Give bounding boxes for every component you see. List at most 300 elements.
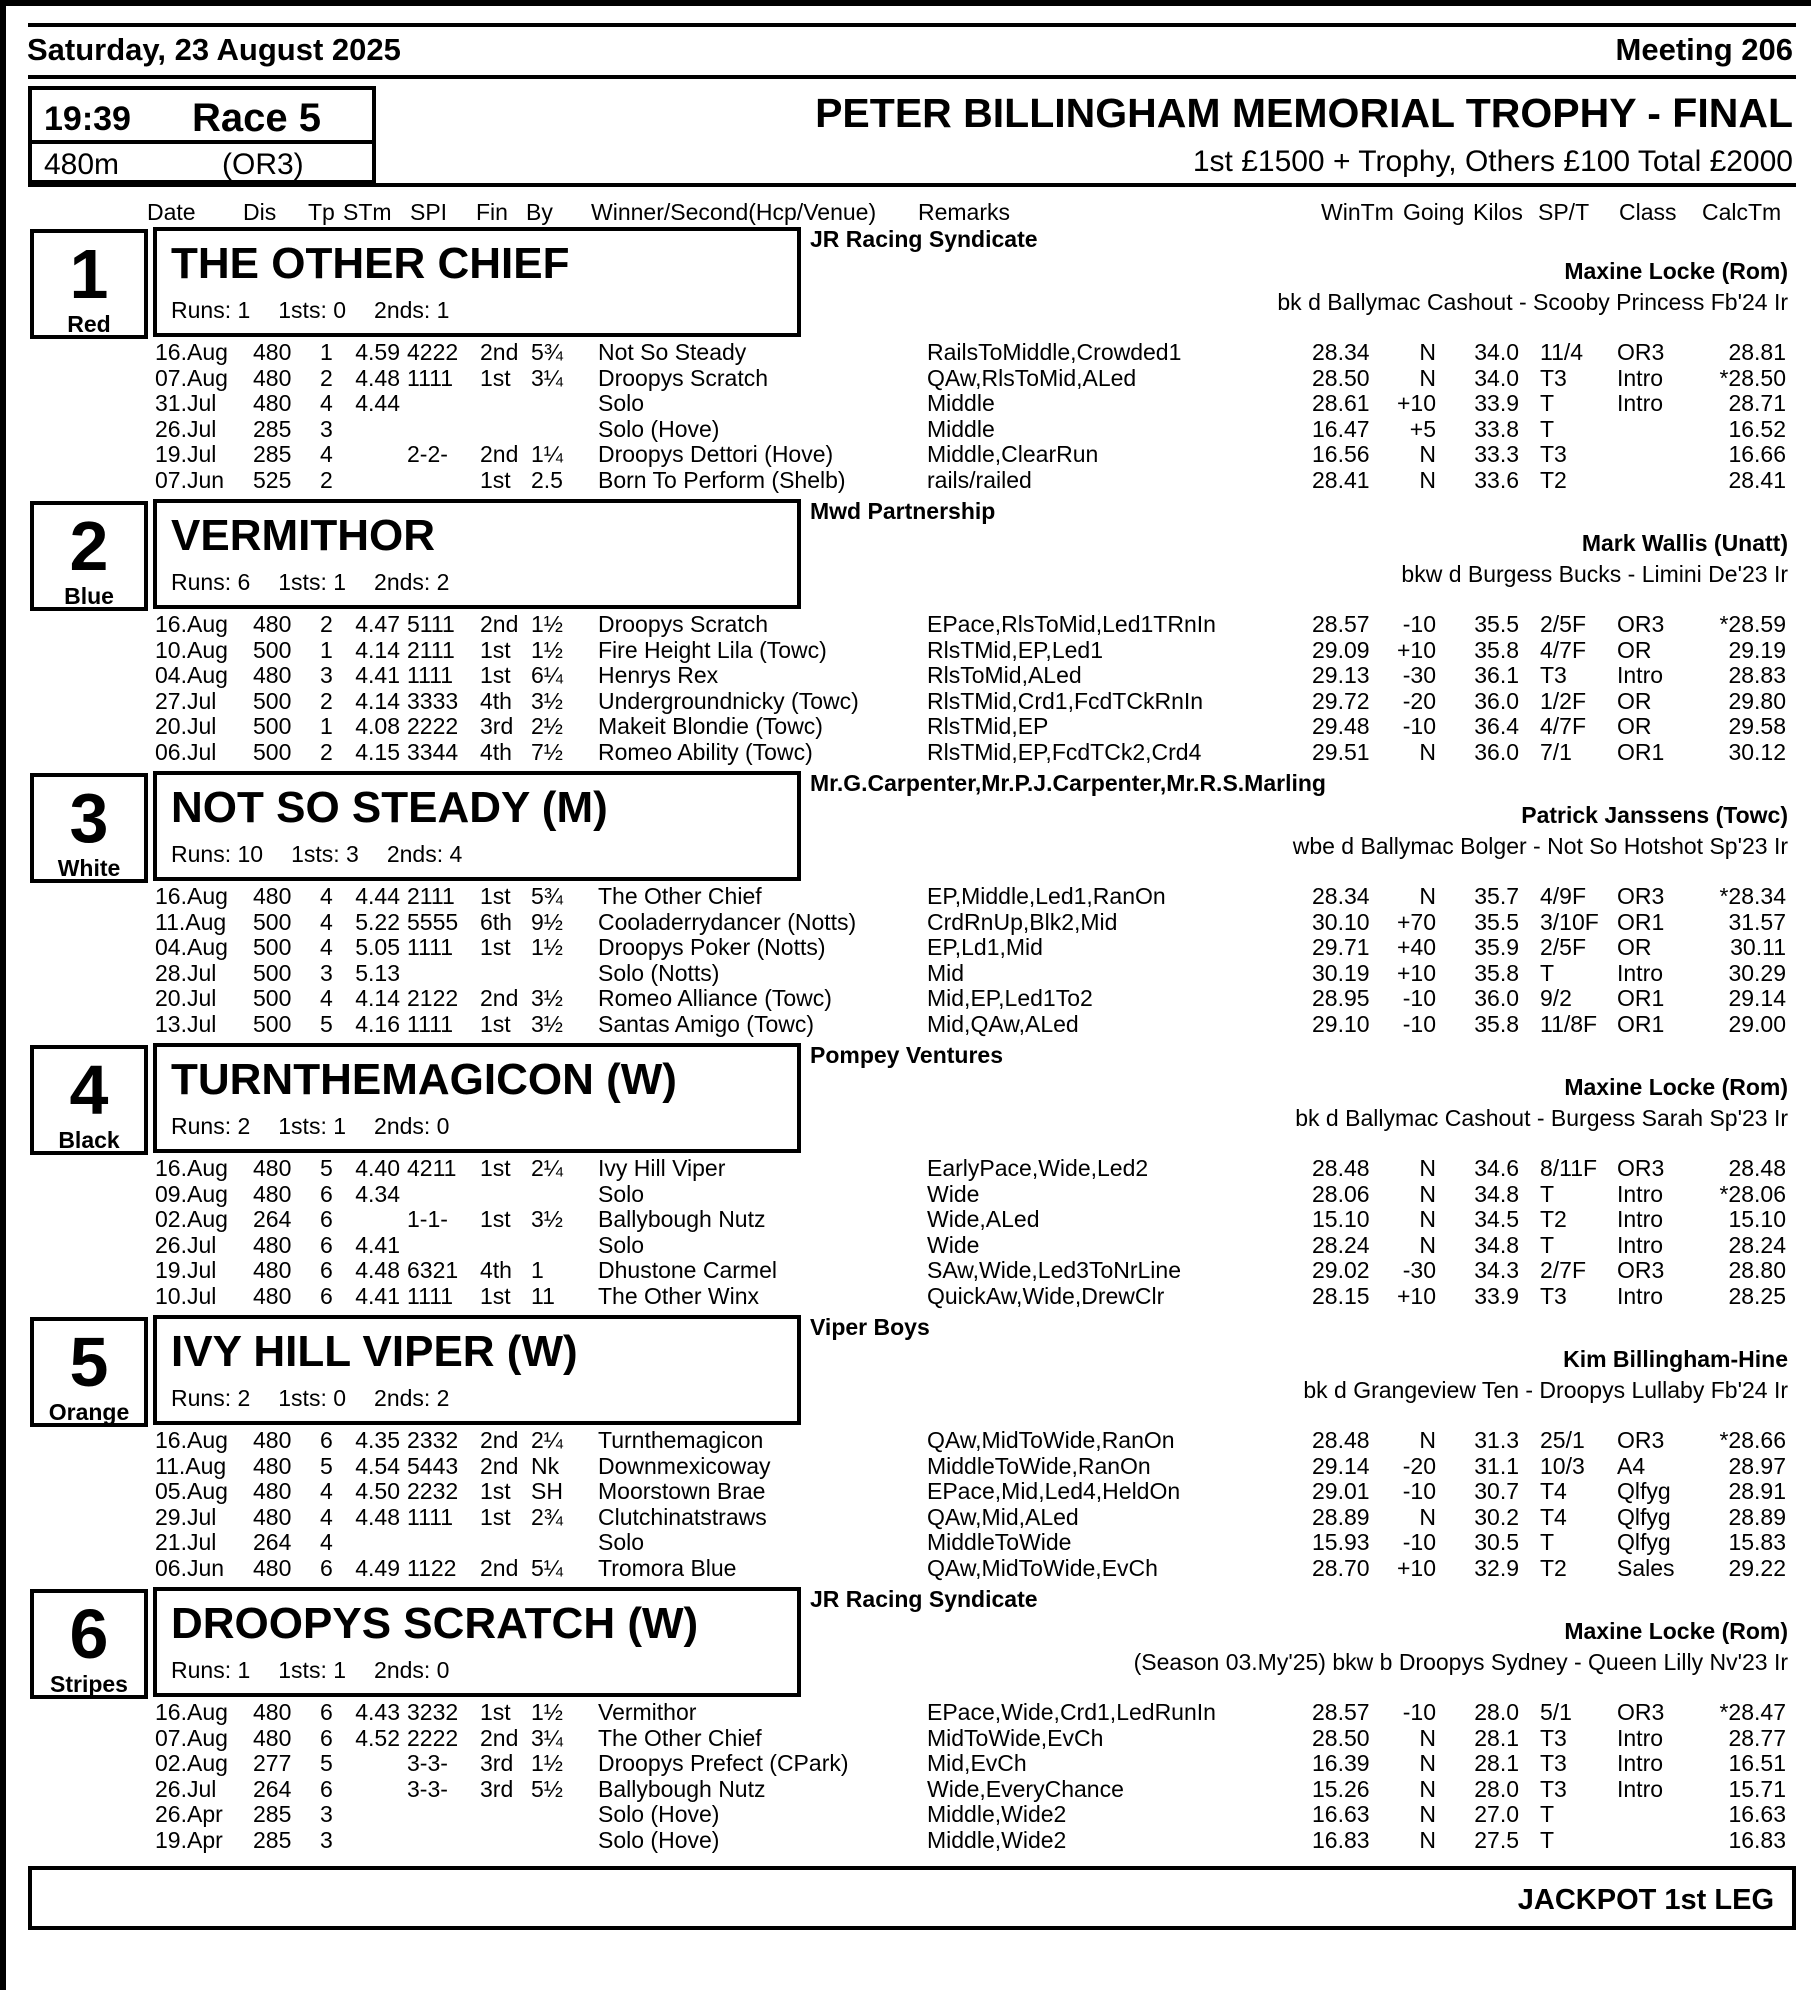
form-winner: Born To Perform (Shelb) bbox=[598, 467, 846, 493]
form-tp: 3 bbox=[320, 1827, 333, 1853]
trap-number: 5 bbox=[69, 1323, 109, 1401]
form-row bbox=[0, 1258, 1811, 1283]
runner-stats bbox=[171, 569, 477, 596]
form-winner: Santas Amigo (Towc) bbox=[598, 1011, 815, 1037]
form-remarks: RlsTMid,Crd1,FcdTCkRnIn bbox=[927, 687, 1204, 714]
form-winner: Solo (Notts) bbox=[598, 959, 720, 986]
form-winner: Undergroundnicky (Towc) bbox=[598, 687, 859, 714]
form-tp: 6 bbox=[320, 1724, 333, 1751]
form-kilos: 28.1 bbox=[1474, 1750, 1519, 1777]
form-date: 19.Jul bbox=[155, 1257, 217, 1284]
form-class: Intro bbox=[1617, 1724, 1664, 1751]
form-remarks: MiddleToWide,RanOn bbox=[927, 1452, 1151, 1479]
form-tp: 6 bbox=[320, 1257, 333, 1284]
form-stm: 4.34 bbox=[355, 1180, 400, 1207]
form-wintm: 29.14 bbox=[1312, 1452, 1370, 1479]
form-winner: Ivy Hill Viper bbox=[598, 1155, 726, 1181]
meeting-number: Meeting 206 bbox=[1615, 32, 1793, 67]
form-spt: 7/1 bbox=[1540, 739, 1572, 765]
form-row bbox=[0, 1207, 1811, 1232]
form-spt: 4/7F bbox=[1540, 636, 1587, 663]
form-spi: 1111 bbox=[407, 1011, 454, 1037]
form-tp: 4 bbox=[320, 1503, 333, 1530]
seconds-count: 2nds: 4 bbox=[386, 841, 463, 867]
form-going: +10 bbox=[1396, 1283, 1436, 1309]
form-kilos: 34.0 bbox=[1474, 364, 1519, 391]
form-fin: 1st bbox=[480, 467, 511, 493]
form-by: 5½ bbox=[531, 1775, 563, 1802]
form-by: 2¼ bbox=[531, 1427, 563, 1453]
form-by: 1 bbox=[531, 1257, 544, 1284]
form-going: -10 bbox=[1402, 611, 1436, 637]
form-calctm: 28.89 bbox=[1728, 1503, 1786, 1530]
form-going: +10 bbox=[1396, 1555, 1436, 1581]
footer-box bbox=[28, 1866, 1796, 1930]
form-kilos: 34.6 bbox=[1474, 1155, 1519, 1181]
runner-stats bbox=[171, 1113, 477, 1140]
firsts-count: 1sts: 0 bbox=[278, 297, 347, 323]
form-by: 3¼ bbox=[531, 364, 563, 391]
runner-name-box bbox=[153, 771, 801, 881]
form-by: 3½ bbox=[531, 985, 563, 1012]
form-wintm: 30.19 bbox=[1312, 959, 1370, 986]
form-kilos: 34.3 bbox=[1474, 1257, 1519, 1284]
form-remarks: MidToWide,EvCh bbox=[927, 1724, 1104, 1751]
owner: JR Racing Syndicate bbox=[810, 226, 1038, 252]
form-by: 2.5 bbox=[531, 467, 563, 493]
trap-number: 1 bbox=[69, 235, 109, 313]
form-spi: 5111 bbox=[407, 611, 455, 637]
form-spt: T bbox=[1540, 1801, 1555, 1828]
form-dis: 500 bbox=[253, 687, 292, 714]
form-stm: 5.13 bbox=[355, 959, 400, 986]
form-row bbox=[0, 391, 1811, 416]
form-remarks: Middle,Wide2 bbox=[927, 1827, 1067, 1853]
form-by: 2½ bbox=[531, 713, 563, 740]
form-tp: 6 bbox=[320, 1775, 333, 1802]
form-going: N bbox=[1419, 339, 1436, 365]
race-grade: (OR3) bbox=[222, 148, 304, 181]
form-tp: 2 bbox=[320, 739, 333, 765]
form-dis: 500 bbox=[253, 1011, 292, 1037]
form-stm: 4.49 bbox=[355, 1555, 400, 1581]
form-going: +10 bbox=[1396, 390, 1436, 417]
form-remarks: MiddleToWide bbox=[927, 1529, 1072, 1556]
form-row bbox=[0, 1454, 1811, 1479]
form-kilos: 34.8 bbox=[1474, 1180, 1519, 1207]
form-spi: 4211 bbox=[407, 1155, 457, 1181]
form-row bbox=[0, 1726, 1811, 1751]
form-by: 3¼ bbox=[531, 1724, 563, 1751]
form-spt: 2/5F bbox=[1540, 934, 1587, 961]
form-by: 5¼ bbox=[531, 1555, 563, 1581]
form-by: 3½ bbox=[531, 1206, 563, 1233]
runner-name: THE OTHER CHIEF bbox=[171, 239, 570, 288]
form-spt: 5/1 bbox=[1540, 1699, 1572, 1725]
form-class: OR3 bbox=[1617, 1257, 1665, 1284]
form-date: 07.Aug bbox=[155, 364, 228, 391]
form-going: N bbox=[1419, 1427, 1436, 1453]
form-calctm: 16.51 bbox=[1728, 1750, 1786, 1777]
form-tp: 6 bbox=[320, 1283, 333, 1309]
form-row bbox=[0, 1700, 1811, 1725]
form-class: OR bbox=[1617, 636, 1652, 663]
form-row bbox=[0, 612, 1811, 637]
form-calctm: 29.19 bbox=[1728, 636, 1786, 663]
form-spi: 2332 bbox=[407, 1427, 459, 1453]
form-row bbox=[0, 1828, 1811, 1853]
form-wintm: 28.15 bbox=[1312, 1283, 1370, 1309]
form-kilos: 32.9 bbox=[1474, 1555, 1519, 1581]
form-dis: 480 bbox=[253, 662, 292, 689]
form-tp: 1 bbox=[320, 339, 333, 365]
trainer: Maxine Locke (Rom) bbox=[1564, 1618, 1788, 1644]
form-tp: 3 bbox=[320, 1801, 333, 1828]
form-spt: 25/1 bbox=[1540, 1427, 1585, 1453]
form-stm: 4.14 bbox=[355, 636, 400, 663]
form-remarks: EPace,Wide,Crd1,LedRunIn bbox=[927, 1699, 1216, 1725]
form-winner: The Other Chief bbox=[598, 1724, 762, 1751]
form-stm: 4.48 bbox=[355, 1503, 400, 1530]
owner: JR Racing Syndicate bbox=[810, 1586, 1038, 1612]
form-spi: 3-3- bbox=[407, 1775, 448, 1802]
form-date: 10.Aug bbox=[155, 636, 228, 663]
form-tp: 6 bbox=[320, 1699, 333, 1725]
form-wintm: 28.34 bbox=[1312, 883, 1370, 909]
form-dis: 500 bbox=[253, 959, 292, 986]
trap-number: 2 bbox=[69, 507, 109, 585]
form-wintm: 28.48 bbox=[1312, 1427, 1370, 1453]
form-remarks: QuickAw,Wide,DrewClr bbox=[927, 1283, 1165, 1309]
form-spt: T bbox=[1540, 959, 1555, 986]
form-tp: 1 bbox=[320, 636, 333, 663]
form-spt: T bbox=[1540, 1827, 1555, 1853]
form-dis: 500 bbox=[253, 908, 292, 935]
form-date: 16.Aug bbox=[155, 1155, 228, 1181]
form-wintm: 29.72 bbox=[1312, 687, 1370, 714]
form-stm: 4.40 bbox=[355, 1155, 400, 1181]
form-date: 28.Jul bbox=[155, 959, 217, 986]
form-row bbox=[0, 663, 1811, 688]
trap-box bbox=[30, 1589, 148, 1699]
form-winner: Downmexicoway bbox=[598, 1452, 771, 1479]
form-remarks: Mid,EvCh bbox=[927, 1750, 1027, 1777]
form-remarks: RlsTMid,EP bbox=[927, 713, 1049, 740]
form-stm: 4.47 bbox=[355, 611, 400, 637]
trap-colour: Orange bbox=[48, 1399, 130, 1425]
form-kilos: 33.3 bbox=[1474, 441, 1519, 468]
form-going: N bbox=[1419, 1180, 1436, 1207]
form-remarks: SAw,Wide,Led3ToNrLine bbox=[927, 1257, 1181, 1284]
form-row bbox=[0, 1284, 1811, 1309]
form-spt: T bbox=[1540, 1180, 1555, 1207]
form-going: N bbox=[1419, 1503, 1436, 1530]
form-class: OR1 bbox=[1617, 985, 1665, 1012]
form-date: 07.Aug bbox=[155, 1724, 228, 1751]
form-by: 1¼ bbox=[531, 441, 563, 468]
form-row bbox=[0, 1802, 1811, 1827]
form-kilos: 30.5 bbox=[1474, 1529, 1519, 1556]
runs-count: Runs: 1 bbox=[171, 297, 251, 323]
form-row bbox=[0, 740, 1811, 765]
form-stm: 4.41 bbox=[355, 1231, 400, 1258]
form-calctm: 15.10 bbox=[1728, 1206, 1786, 1233]
form-kilos: 34.0 bbox=[1474, 339, 1519, 365]
form-calctm: 28.48 bbox=[1728, 1155, 1786, 1181]
form-tp: 1 bbox=[320, 713, 333, 740]
form-remarks: rails/railed bbox=[927, 467, 1032, 493]
form-going: N bbox=[1419, 364, 1436, 391]
form-tp: 4 bbox=[320, 1478, 333, 1505]
form-tp: 5 bbox=[320, 1011, 333, 1037]
form-date: 06.Jun bbox=[155, 1555, 225, 1581]
form-row bbox=[0, 884, 1811, 909]
form-spi: 5443 bbox=[407, 1452, 459, 1479]
form-class: OR3 bbox=[1617, 1155, 1665, 1181]
breeding: bk d Ballymac Cashout - Burgess Sarah Sp'23 Ir bbox=[1295, 1105, 1788, 1131]
col-remarks: Remarks bbox=[918, 199, 1011, 225]
form-row bbox=[0, 1777, 1811, 1802]
form-tp: 2 bbox=[320, 467, 333, 493]
form-remarks: RlsTMid,EP,Led1 bbox=[927, 636, 1103, 663]
form-going: -10 bbox=[1402, 985, 1436, 1012]
col-calctm: CalcTm bbox=[1702, 199, 1782, 225]
form-winner: Solo (Hove) bbox=[598, 1801, 720, 1828]
form-wintm: 15.93 bbox=[1312, 1529, 1370, 1556]
form-by: SH bbox=[531, 1478, 563, 1505]
form-remarks: QAw,MidToWide,RanOn bbox=[927, 1427, 1175, 1453]
col-by: By bbox=[526, 199, 553, 225]
form-row bbox=[0, 1479, 1811, 1504]
form-date: 19.Apr bbox=[155, 1827, 223, 1853]
form-winner: Solo (Hove) bbox=[598, 1827, 720, 1853]
trainer: Mark Wallis (Unatt) bbox=[1581, 530, 1788, 556]
form-wintm: 29.48 bbox=[1312, 713, 1370, 740]
form-kilos: 35.9 bbox=[1474, 934, 1519, 961]
form-spi: 2-2- bbox=[407, 441, 448, 468]
form-going: -30 bbox=[1402, 662, 1436, 689]
form-kilos: 27.0 bbox=[1474, 1801, 1519, 1828]
form-date: 04.Aug bbox=[155, 934, 228, 961]
form-row bbox=[0, 468, 1811, 493]
form-wintm: 29.71 bbox=[1312, 934, 1370, 961]
form-date: 10.Jul bbox=[155, 1283, 217, 1309]
form-row bbox=[0, 986, 1811, 1011]
form-winner: Cooladerrydancer (Notts) bbox=[598, 908, 857, 935]
form-winner: Not So Steady bbox=[598, 339, 747, 365]
race-info-box bbox=[28, 86, 376, 184]
form-kilos: 36.0 bbox=[1474, 985, 1519, 1012]
form-spi: 3333 bbox=[407, 687, 459, 714]
form-tp: 6 bbox=[320, 1180, 333, 1207]
form-fin: 1st bbox=[480, 1283, 511, 1309]
runner-stats bbox=[171, 1385, 477, 1412]
form-stm: 4.50 bbox=[355, 1478, 400, 1505]
header-top-rule bbox=[28, 23, 1796, 27]
form-spi: 3232 bbox=[407, 1699, 459, 1725]
form-row bbox=[0, 961, 1811, 986]
form-kilos: 35.5 bbox=[1474, 908, 1519, 935]
form-by: 9½ bbox=[531, 908, 563, 935]
form-date: 11.Aug bbox=[155, 908, 227, 935]
form-row bbox=[0, 1012, 1811, 1037]
form-row bbox=[0, 1530, 1811, 1555]
form-class: Intro bbox=[1617, 662, 1664, 689]
form-stm: 4.59 bbox=[355, 339, 400, 365]
form-row bbox=[0, 1182, 1811, 1207]
form-date: 20.Jul bbox=[155, 985, 217, 1012]
form-dis: 277 bbox=[253, 1750, 292, 1777]
form-wintm: 28.57 bbox=[1312, 611, 1370, 637]
form-row bbox=[0, 1751, 1811, 1776]
trap-box bbox=[30, 773, 148, 883]
form-date: 29.Jul bbox=[155, 1503, 217, 1530]
form-by: 1½ bbox=[531, 934, 563, 961]
form-tp: 6 bbox=[320, 1231, 333, 1258]
form-spt: T3 bbox=[1540, 441, 1567, 468]
form-fin: 4th bbox=[480, 687, 512, 714]
form-class: Intro bbox=[1617, 959, 1664, 986]
form-kilos: 34.5 bbox=[1474, 1206, 1519, 1233]
form-remarks: Middle bbox=[927, 390, 995, 417]
form-row bbox=[0, 638, 1811, 663]
form-fin: 1st bbox=[480, 1011, 511, 1037]
form-wintm: 28.89 bbox=[1312, 1503, 1370, 1530]
form-date: 13.Jul bbox=[155, 1011, 217, 1037]
form-stm: 5.05 bbox=[355, 934, 400, 961]
form-fin: 6th bbox=[480, 908, 512, 935]
trap-colour: Blue bbox=[64, 583, 114, 609]
form-wintm: 28.70 bbox=[1312, 1555, 1370, 1581]
form-calctm: 16.66 bbox=[1728, 441, 1786, 468]
form-wintm: 29.02 bbox=[1312, 1257, 1370, 1284]
form-going: +70 bbox=[1396, 908, 1436, 935]
form-spt: 8/11F bbox=[1540, 1155, 1598, 1181]
form-calctm: 15.71 bbox=[1728, 1775, 1786, 1802]
form-class: Qlfyg bbox=[1617, 1529, 1671, 1556]
form-kilos: 36.0 bbox=[1474, 739, 1519, 765]
form-date: 16.Aug bbox=[155, 611, 228, 637]
form-going: N bbox=[1419, 1827, 1436, 1853]
form-spi: 6321 bbox=[407, 1257, 459, 1284]
form-stm: 4.15 bbox=[355, 739, 400, 765]
form-date: 31.Jul bbox=[155, 390, 217, 417]
form-calctm: *28.50 bbox=[1719, 364, 1786, 391]
form-fin: 1st bbox=[480, 883, 511, 909]
firsts-count: 1sts: 1 bbox=[278, 1657, 347, 1683]
form-tp: 5 bbox=[320, 1452, 333, 1479]
runs-count: Runs: 6 bbox=[171, 569, 251, 595]
form-class: OR1 bbox=[1617, 908, 1665, 935]
form-fin: 2nd bbox=[480, 1452, 519, 1479]
runner-stats bbox=[171, 841, 490, 868]
form-dis: 480 bbox=[253, 1724, 292, 1751]
form-spt: 10/3 bbox=[1540, 1452, 1585, 1479]
form-kilos: 35.8 bbox=[1474, 1011, 1519, 1037]
form-spt: 9/2 bbox=[1540, 985, 1572, 1012]
form-date: 26.Jul bbox=[155, 1775, 217, 1802]
form-going: N bbox=[1419, 1206, 1436, 1233]
form-calctm: 29.58 bbox=[1728, 713, 1786, 740]
form-by: 3½ bbox=[531, 1011, 563, 1037]
form-spi: 3-3- bbox=[407, 1750, 448, 1777]
form-winner: Solo bbox=[598, 1180, 645, 1207]
form-stm: 4.35 bbox=[355, 1427, 400, 1453]
form-fin: 2nd bbox=[480, 441, 519, 468]
form-fin: 3rd bbox=[480, 1775, 514, 1802]
form-winner: Tromora Blue bbox=[598, 1555, 737, 1581]
form-tp: 4 bbox=[320, 985, 333, 1012]
form-dis: 480 bbox=[253, 611, 292, 637]
form-class: Intro bbox=[1617, 390, 1664, 417]
trainer: Kim Billingham-Hine bbox=[1563, 1346, 1788, 1372]
form-class: Intro bbox=[1617, 1283, 1664, 1309]
form-remarks: Wide,ALed bbox=[927, 1206, 1040, 1233]
form-dis: 480 bbox=[253, 364, 292, 391]
top-border bbox=[0, 0, 1811, 6]
form-spt: 3/10F bbox=[1540, 908, 1599, 935]
form-calctm: 30.12 bbox=[1728, 739, 1786, 765]
form-dis: 480 bbox=[253, 1699, 292, 1725]
form-class: Intro bbox=[1617, 364, 1664, 391]
trap-box bbox=[30, 501, 148, 611]
form-remarks: Mid,QAw,ALed bbox=[927, 1011, 1079, 1037]
form-spt: T2 bbox=[1540, 1206, 1567, 1233]
form-by: 7½ bbox=[531, 739, 563, 765]
trap-colour: Stripes bbox=[50, 1671, 128, 1697]
form-dis: 264 bbox=[253, 1775, 292, 1802]
form-date: 27.Jul bbox=[155, 687, 217, 714]
form-fin: 2nd bbox=[480, 985, 519, 1012]
form-calctm: 28.91 bbox=[1728, 1478, 1786, 1505]
form-going: N bbox=[1419, 1750, 1436, 1777]
form-wintm: 29.01 bbox=[1312, 1478, 1370, 1505]
form-remarks: Middle,ClearRun bbox=[927, 441, 1099, 468]
form-date: 19.Jul bbox=[155, 441, 217, 468]
form-winner: Ballybough Nutz bbox=[598, 1206, 766, 1233]
form-spi: 2222 bbox=[407, 713, 459, 740]
form-winner: Droopys Poker (Notts) bbox=[598, 934, 826, 961]
form-tp: 4 bbox=[320, 934, 333, 961]
form-wintm: 16.39 bbox=[1312, 1750, 1370, 1777]
form-calctm: *28.66 bbox=[1719, 1427, 1786, 1453]
form-wintm: 28.34 bbox=[1312, 339, 1370, 365]
form-stm: 5.22 bbox=[355, 908, 400, 935]
form-winner: Clutchinatstraws bbox=[598, 1503, 767, 1530]
form-spi: 1-1- bbox=[407, 1206, 448, 1233]
form-spi: 1111 bbox=[407, 934, 454, 961]
runner-name: TURNTHEMAGICON (W) bbox=[171, 1055, 677, 1104]
form-spt: T3 bbox=[1540, 364, 1567, 391]
form-spt: 2/5F bbox=[1540, 611, 1587, 637]
trap-colour: Red bbox=[67, 311, 111, 337]
form-stm: 4.14 bbox=[355, 985, 400, 1012]
form-fin: 3rd bbox=[480, 713, 514, 740]
form-kilos: 30.2 bbox=[1474, 1503, 1519, 1530]
form-calctm: 29.00 bbox=[1728, 1011, 1786, 1037]
race-box-divider bbox=[32, 140, 372, 144]
race-time: 19:39 bbox=[44, 100, 131, 138]
form-row bbox=[0, 417, 1811, 442]
form-spt: T3 bbox=[1540, 1283, 1567, 1309]
form-row bbox=[0, 1505, 1811, 1530]
form-fin: 1st bbox=[480, 1206, 511, 1233]
form-calctm: 16.63 bbox=[1728, 1801, 1786, 1828]
form-stm: 4.44 bbox=[355, 390, 400, 417]
form-spi: 2111 bbox=[407, 883, 455, 909]
form-going: N bbox=[1419, 739, 1436, 765]
form-remarks: Wide bbox=[927, 1231, 980, 1258]
